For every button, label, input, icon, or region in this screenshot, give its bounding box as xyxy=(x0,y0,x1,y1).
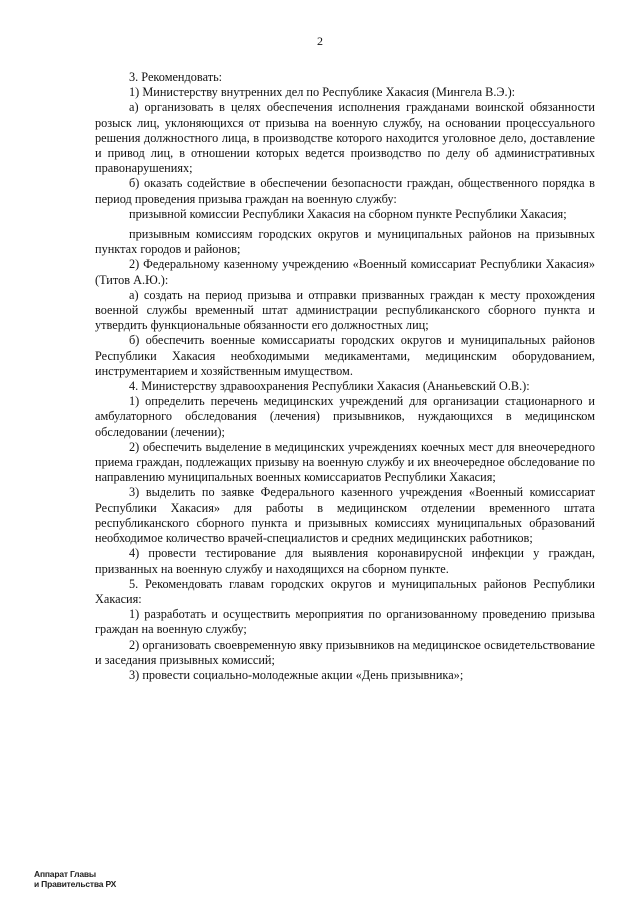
paragraph: б) обеспечить военные комиссариаты городских округов и муниципальных районов Республики Хакасия необходимыми медикаментами, медицинским оборудованием, инструментарием и хозяйственным имуществом. xyxy=(95,333,595,378)
paragraph: 3) выделить по заявке Федерального казенного учреждения «Военный комиссариат Республики Хакасия» для работы в медицинском отделении временного штата республиканского сборного пункта и призывных комиссиях муниципальных образований необходимое количество врачей-специалистов и средних медицинских работников; xyxy=(95,485,595,546)
stamp-line: Аппарат Главы xyxy=(34,869,96,879)
paragraph: 4. Министерству здравоохранения Республики Хакасия (Ананьевский О.В.): xyxy=(129,379,530,394)
document-body xyxy=(95,70,595,683)
paragraph: а) организовать в целях обеспечения исполнения гражданами воинской обязанности розыск лиц, уклоняющихся от призыва на военную службу, на основании процессуального решения должностного лица, в производстве которого находится уголовное дело, доставление и привод лиц, в отношении которых ведется производство по делу об административных правонарушениях; xyxy=(95,100,595,176)
paragraph: 1) Министерству внутренних дел по Республике Хакасия (Мингела В.Э.): xyxy=(129,85,516,100)
paragraph: 1) определить перечень медицинских учреждений для организации стационарного и амбулаторного обследования (лечения) призывников, нуждающихся в медицинском обследовании (лечении); xyxy=(95,394,595,439)
paragraph: 3. Рекомендовать: xyxy=(129,70,223,84)
paragraph: 2) организовать своевременную явку призывников на медицинское освидетельствование и заседания призывных комиссий; xyxy=(95,637,595,667)
paragraph: 1) разработать и осуществить мероприятия по организованному проведению призыва граждан на военную службу; xyxy=(95,607,595,637)
office-stamp xyxy=(34,869,116,889)
paragraph: 2) Федеральному казенному учреждению «Военный комиссариат Республики Хакасия» (Титов А.Ю.): xyxy=(95,257,595,287)
page-number: 2 xyxy=(317,34,323,48)
paragraph: 5. Рекомендовать главам городских округов и муниципальных районов Республики Хакасия: xyxy=(95,576,595,606)
stamp-line: и Правительства РХ xyxy=(34,879,117,889)
paragraph: призывным комиссиям городских округов и муниципальных районов на призывных пунктах городов и районов; xyxy=(95,227,595,257)
paragraph: 2) обеспечить выделение в медицинских учреждениях коечных мест для внеочередного приема граждан, подлежащих призыву на военную службу и их внеочередное обследование по направлению муниципальных военных комиссариатов Республики Хакасия; xyxy=(95,439,595,485)
paragraph: 3) провести социально-молодежные акции «День призывника»; xyxy=(129,667,464,682)
paragraph: б) оказать содействие в обеспечении безопасности граждан, общественного порядка в период проведения призыва граждан на военную службу: xyxy=(95,176,595,206)
paragraph: 4) провести тестирование для выявления коронавирусной инфекции у граждан, призванных на военную службу и находящихся на сборном пункте. xyxy=(95,546,595,576)
paragraph: а) создать на период призыва и отправки призванных граждан к месту прохождения военной службы временный штат администрации республиканского сборного пункта и утвердить функциональные обязанности его должностных лиц; xyxy=(95,287,595,333)
paragraph: призывной комиссии Республики Хакасия на сборном пункте Республики Хакасия; xyxy=(129,206,567,221)
